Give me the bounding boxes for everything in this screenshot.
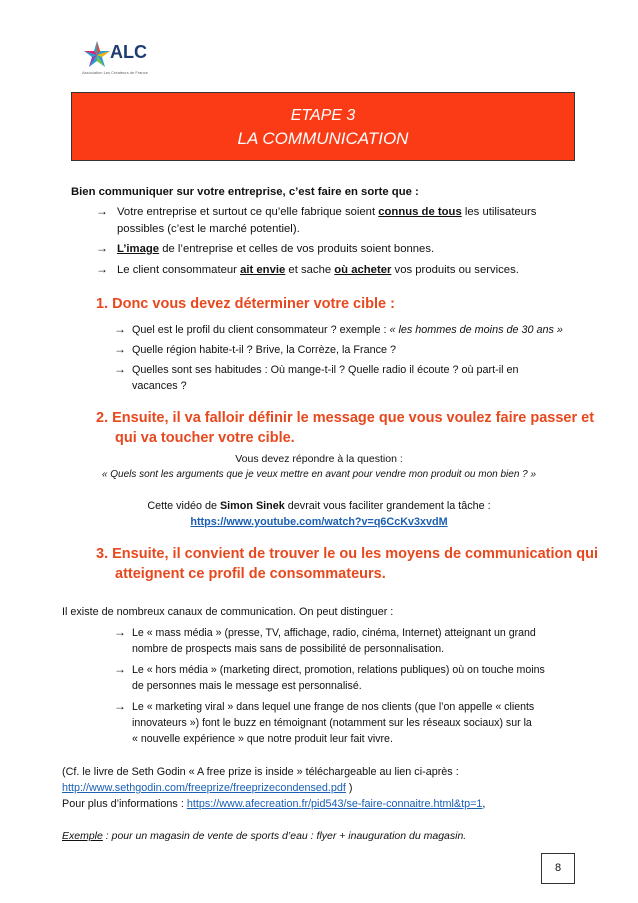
banner-subtitle: LA COMMUNICATION (237, 129, 409, 148)
s3-channel-3-cont: innovateurs ») font le buzz en témoignant (notamment sur les réseaux sociaux) sur la (132, 717, 532, 729)
s1-item-2: Quelle région habite-t-il ? Brive, la Corrèze, la France ? (132, 344, 397, 356)
section-3-heading: 3. Ensuite, il convient de trouver le ou les moyens de communication qui (96, 546, 598, 562)
logo-text: ALC (110, 42, 147, 62)
refs-cf: (Cf. le livre de Seth Godin « A free prize is inside » téléchargeable au lien ci-après : (62, 766, 459, 778)
title-banner (71, 92, 575, 161)
arrow-icon: → (114, 699, 126, 713)
intro-bullet-1-cont: possibles (c’est le marché potentiel). (117, 223, 300, 235)
arrow-icon: → (114, 342, 126, 356)
refs-more-row: Pour plus d’informations : https://www.afecreation.fr/pid543/se-faire-connaitre.html&tp=1, (62, 798, 486, 810)
s2-question: « Quels sont les arguments que je veux mettre en avant pour vendre mon produit ou mon bien ? » (101, 469, 537, 480)
intro-bullet-1: Votre entreprise et surtout ce qu’elle fabrique soient connus de tous les utilisateurs (117, 206, 537, 218)
page-number: 8 (541, 853, 575, 884)
s1-item-3: Quelles sont ses habitudes : Où mange-t-il ? Quelle radio il écoute ? où part-il en (132, 364, 519, 376)
intro-bullet-3: Le client consommateur ait envie et sache où acheter vos produits ou services. (117, 264, 519, 276)
refs-link1-row: http://www.sethgodin.com/freeprize/freeprizecondensed.pdf ) (62, 782, 353, 794)
banner-title: ETAPE 3 (290, 107, 356, 124)
s3-channel-1-cont: nombre de prospects mais sans de possibilité de personnalisation. (132, 643, 445, 655)
s2-video-text: Cette vidéo de Simon Sinek devrait vous faciliter grandement la tâche : (147, 500, 491, 512)
section-2-heading: 2. Ensuite, il va falloir définir le message que vous voulez faire passer et (96, 410, 595, 426)
section-1-heading: 1. Donc vous devez déterminer votre cible : (96, 296, 395, 312)
youtube-link[interactable]: https://www.youtube.com/watch?v=q6CcKv3xvdM (190, 516, 448, 528)
intro-bullet-2: L’image de l’entreprise et celles de vos produits soient bonnes. (117, 243, 435, 255)
arrow-icon: → (96, 241, 108, 255)
s2-video-link-row (0, 515, 638, 530)
arrow-icon: → (114, 322, 126, 336)
s1-item-1: Quel est le profil du client consommateur ? exemple : « les hommes de moins de 30 ans » (132, 324, 563, 336)
section-2-heading-cont: qui va toucher votre cible. (115, 430, 295, 446)
arrow-icon: → (96, 204, 108, 218)
example-line: Exemple : pour un magasin de vente de sports d’eau : flyer + inauguration du magasin. (62, 830, 467, 842)
logo (82, 38, 162, 78)
s3-intro: Il existe de nombreux canaux de communication. On peut distinguer : (62, 606, 394, 618)
arrow-icon: → (114, 625, 126, 639)
afecreation-link[interactable]: https://www.afecreation.fr/pid543/se-faire-connaitre.html&tp=1 (186, 798, 483, 810)
s3-channel-2: Le « hors média » (marketing direct, promotion, relations publiques) où on touche moins (132, 664, 545, 676)
s3-channel-1: Le « mass média » (presse, TV, affichage, radio, cinéma, Internet) atteignant un grand (132, 627, 536, 639)
s3-channel-3: Le « marketing viral » dans lequel une frange de nos clients (que l’on appelle « clients (132, 701, 535, 713)
section-3-heading-cont: atteignent ce profil de consommateurs. (115, 566, 386, 582)
s2-question-intro: Vous devez répondre à la question : (235, 453, 403, 465)
sethgodin-link[interactable]: http://www.sethgodin.com/freeprize/freeprizecondensed.pdf (62, 782, 346, 794)
logo-tagline: Association Les Créateurs de France (82, 70, 148, 75)
arrow-icon: → (114, 662, 126, 676)
arrow-icon: → (96, 262, 108, 276)
s1-item-3-cont: vacances ? (132, 380, 187, 392)
s3-channel-2-cont: de personnes mais le message est personnalisé. (132, 680, 362, 692)
s3-channel-3-cont2: « nouvelle expérience » que notre produit leur fait vivre. (132, 733, 393, 745)
arrow-icon: → (114, 362, 126, 376)
star-logo-icon (82, 40, 112, 70)
intro-lead: Bien communiquer sur votre entreprise, c’est faire en sorte que : (71, 186, 419, 198)
